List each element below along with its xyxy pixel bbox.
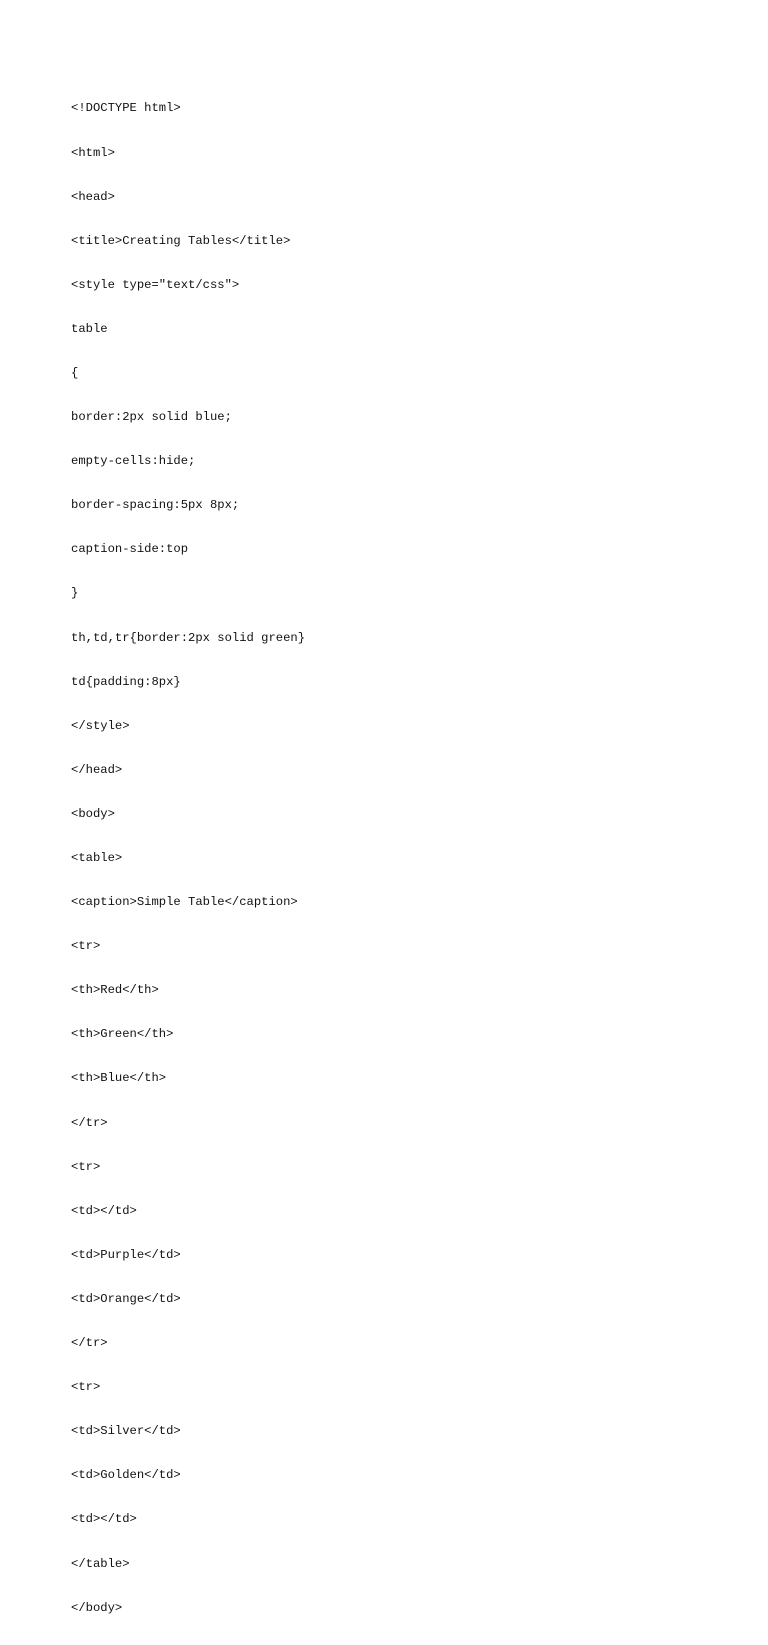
code-line: <tr> <box>71 939 101 954</box>
code-line: <style type="text/css"> <box>71 277 240 292</box>
code-line: <td>Golden</td> <box>71 1468 181 1483</box>
code-line: </tr> <box>71 1115 108 1130</box>
code-line: <td></td> <box>71 1203 137 1218</box>
code-line: { <box>71 365 79 380</box>
code-line: empty-cells:hide; <box>71 454 196 469</box>
code-line: </head> <box>71 762 123 777</box>
code-line: border-spacing:5px 8px; <box>71 498 240 513</box>
code-line: table <box>71 321 108 336</box>
code-line: <td>Orange</td> <box>71 1291 181 1306</box>
code-line: <title>Creating Tables</title> <box>71 233 291 248</box>
code-line: <body> <box>71 806 115 821</box>
code-line: </tr> <box>71 1336 108 1351</box>
code-line: <head> <box>71 189 115 204</box>
code-line: <table> <box>71 851 123 865</box>
code-line: <caption>Simple Table</caption> <box>71 895 298 910</box>
code-line: <tr> <box>71 1159 101 1174</box>
code-line: <!DOCTYPE html> <box>71 101 181 116</box>
code-line: border:2px solid blue; <box>71 410 232 425</box>
code-line: <th>Red</th> <box>71 983 159 998</box>
code-line: <th>Blue</th> <box>71 1071 167 1086</box>
code-listing <box>71 72 305 1645</box>
code-line: <td></td> <box>71 1512 137 1527</box>
code-line: <td>Purple</td> <box>71 1247 181 1262</box>
code-line: <html> <box>71 145 115 160</box>
code-line: caption-side:top <box>71 542 189 557</box>
code-line: td{padding:8px} <box>71 674 181 689</box>
code-line: </body> <box>71 1600 123 1615</box>
code-line: } <box>71 586 79 601</box>
code-line: <tr> <box>71 1380 101 1395</box>
code-line: <td>Silver</td> <box>71 1424 181 1439</box>
code-line: </style> <box>71 718 130 733</box>
code-line: </table> <box>71 1556 130 1571</box>
code-line: th,td,tr{border:2px solid green} <box>71 630 306 645</box>
code-line: <th>Green</th> <box>71 1027 174 1042</box>
